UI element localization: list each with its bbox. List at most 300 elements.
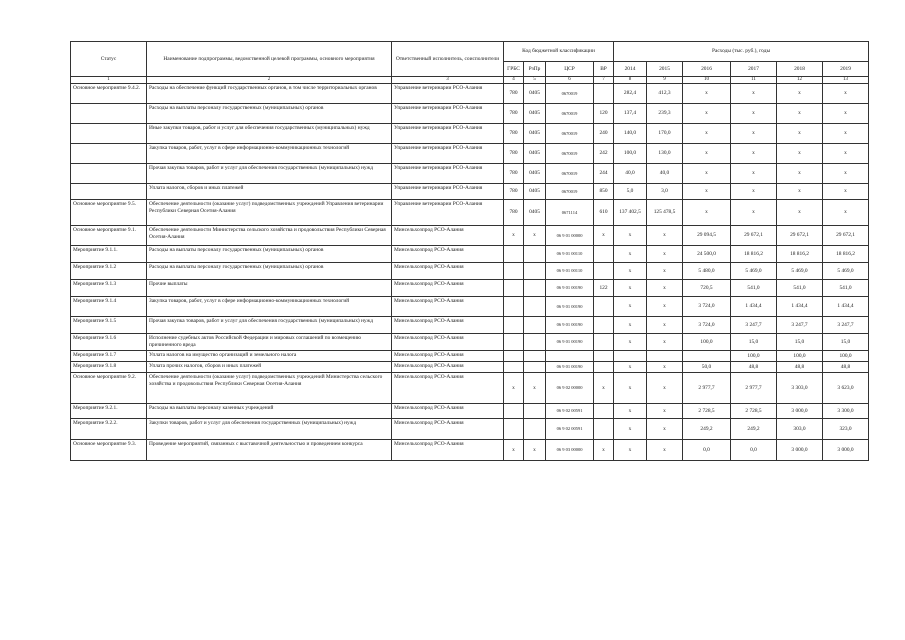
row-value-2018: 1 434,4: [777, 297, 823, 317]
row-value-2015: х: [647, 317, 683, 334]
column-number: 10: [683, 77, 731, 84]
row-value-2015: х: [647, 226, 683, 246]
row-value-2016: х: [683, 200, 731, 226]
row-status: Основное мероприятие 9.1.: [71, 226, 147, 246]
year-header: 2014: [614, 62, 647, 77]
row-value-2015: х: [647, 362, 683, 373]
row-vr: х: [594, 440, 614, 461]
table-row: [71, 280, 869, 297]
row-rzpr: х: [524, 440, 546, 461]
row-value-2017: 3 247,7: [731, 317, 777, 334]
row-rzpr: [524, 297, 546, 317]
table-row: [71, 317, 869, 334]
budget-table-sheet: [70, 41, 868, 461]
row-rzpr: 0405: [524, 124, 546, 144]
row-csr: 0670019: [546, 164, 594, 184]
row-rzpr: [524, 334, 546, 351]
row-csr: 06 9 01 00190: [546, 334, 594, 351]
row-value-2014: [614, 351, 647, 362]
row-status: Основное мероприятие 9.5.: [71, 200, 147, 226]
row-value-2014: х: [614, 317, 647, 334]
row-name: Проведение мероприятий, связанных с выставочной деятельностью и проведением конкурса: [147, 440, 392, 461]
row-grbs: 780: [504, 164, 524, 184]
row-value-2014: 40,0: [614, 164, 647, 184]
row-vr: х: [594, 373, 614, 404]
column-number: 11: [731, 77, 777, 84]
row-value-2017: 1 434,4: [731, 297, 777, 317]
row-name: Иные закупки товаров, работ и услуг для обеспечения государственных (муниципальных) нужд: [147, 124, 392, 144]
row-vr: 120: [594, 104, 614, 124]
row-value-2017: х: [731, 124, 777, 144]
row-status: Основное мероприятие 9.4.2.: [71, 84, 147, 104]
status-header: Статус: [71, 42, 147, 77]
row-csr: 0670019: [546, 84, 594, 104]
table-row: [71, 263, 869, 280]
row-name: Прочие выплаты: [147, 280, 392, 297]
row-value-2019: 541,0: [823, 280, 869, 297]
row-executor: Минсельхозпрод РСО-Алания: [392, 351, 504, 362]
row-value-2018: 100,0: [777, 351, 823, 362]
row-value-2019: 29 672,1: [823, 226, 869, 246]
row-value-2019: х: [823, 164, 869, 184]
row-value-2014: х: [614, 362, 647, 373]
row-name: Прочая закупка товаров, работ и услуг для обеспечения государственных (муниципальных) нужд: [147, 317, 392, 334]
row-csr: 06 9 01 00190: [546, 280, 594, 297]
row-value-2015: 130,0: [647, 144, 683, 164]
row-csr: 06 9 02 00591: [546, 419, 594, 440]
row-value-2015: 412,3: [647, 84, 683, 104]
row-value-2017: х: [731, 200, 777, 226]
row-grbs: [504, 297, 524, 317]
row-value-2019: х: [823, 144, 869, 164]
grbs-header: ГРБС: [504, 62, 524, 77]
row-status: [71, 184, 147, 200]
row-csr: 0670019: [546, 104, 594, 124]
row-value-2016: 3 724,0: [683, 297, 731, 317]
row-vr: [594, 84, 614, 104]
row-executor: Управление ветеринарии РСО-Алания: [392, 84, 504, 104]
row-value-2018: 3 303,0: [777, 373, 823, 404]
row-value-2014: х: [614, 334, 647, 351]
row-value-2015: 170,0: [647, 124, 683, 144]
row-value-2017: 0,0: [731, 440, 777, 461]
row-executor: Управление ветеринарии РСО-Алания: [392, 144, 504, 164]
row-value-2015: 40,0: [647, 164, 683, 184]
row-grbs: [504, 280, 524, 297]
row-value-2016: 2 977,7: [683, 373, 731, 404]
year-header: 2017: [731, 62, 777, 77]
row-value-2019: 323,0: [823, 419, 869, 440]
row-value-2015: х: [647, 440, 683, 461]
row-grbs: [504, 263, 524, 280]
row-value-2015: х: [647, 334, 683, 351]
row-grbs: [504, 419, 524, 440]
year-header: 2019: [823, 62, 869, 77]
row-value-2015: х: [647, 246, 683, 263]
row-value-2016: 24 500,0: [683, 246, 731, 263]
row-status: Мероприятие 9.1.5: [71, 317, 147, 334]
row-status: Основное мероприятие 9.2.: [71, 373, 147, 404]
row-vr: 610: [594, 200, 614, 226]
row-rzpr: х: [524, 226, 546, 246]
row-csr: 06 9 01 00110: [546, 263, 594, 280]
table-row: [71, 124, 869, 144]
row-grbs: 780: [504, 124, 524, 144]
year-header: 2016: [683, 62, 731, 77]
year-header: 2015: [647, 62, 683, 77]
column-number: 3: [392, 77, 504, 84]
row-value-2014: 282,4: [614, 84, 647, 104]
row-value-2015: х: [647, 263, 683, 280]
row-executor: Минсельхозпрод РСО-Алания: [392, 246, 504, 263]
row-csr: 06 9 01 00190: [546, 317, 594, 334]
row-vr: [594, 362, 614, 373]
row-status: Мероприятие 9.2.2.: [71, 419, 147, 440]
row-vr: 850: [594, 184, 614, 200]
row-value-2019: 3 623,0: [823, 373, 869, 404]
row-rzpr: [524, 246, 546, 263]
row-rzpr: 0405: [524, 164, 546, 184]
row-value-2019: 100,0: [823, 351, 869, 362]
row-value-2014: х: [614, 246, 647, 263]
row-vr: [594, 404, 614, 419]
row-name: Исполнение судебных актов Российской Федерации и мировых соглашений по возмещению причиненного вреда: [147, 334, 392, 351]
row-executor: Управление ветеринарии РСО-Алания: [392, 104, 504, 124]
row-grbs: 780: [504, 104, 524, 124]
row-rzpr: [524, 317, 546, 334]
row-grbs: [504, 334, 524, 351]
row-csr: 0670019: [546, 144, 594, 164]
row-value-2016: 3 724,0: [683, 317, 731, 334]
row-value-2016: 0,0: [683, 440, 731, 461]
row-executor: Минсельхозпрод РСО-Алания: [392, 280, 504, 297]
column-number: 8: [614, 77, 647, 84]
row-vr: [594, 297, 614, 317]
row-executor: Минсельхозпрод РСО-Алания: [392, 334, 504, 351]
row-csr: 06 9 01 00110: [546, 246, 594, 263]
row-grbs: [504, 351, 524, 362]
row-value-2016: 5 480,0: [683, 263, 731, 280]
row-name: Закупка товаров, работ, услуг в сфере информационно-коммуникационных технологий: [147, 144, 392, 164]
row-value-2016: х: [683, 184, 731, 200]
row-value-2017: 29 672,1: [731, 226, 777, 246]
row-value-2014: х: [614, 373, 647, 404]
row-executor: Минсельхозпрод РСО-Алания: [392, 373, 504, 404]
row-vr: [594, 246, 614, 263]
row-value-2016: 249,2: [683, 419, 731, 440]
year-header: 2018: [777, 62, 823, 77]
table-row: [71, 84, 869, 104]
row-grbs: 780: [504, 184, 524, 200]
row-executor: Управление ветеринарии РСО-Алания: [392, 164, 504, 184]
row-value-2019: х: [823, 104, 869, 124]
column-number: 4: [504, 77, 524, 84]
row-grbs: [504, 404, 524, 419]
table-row: [71, 184, 869, 200]
row-name: Закупки товаров, работ и услуг для обеспечения государственных (муниципальных) нужд: [147, 419, 392, 440]
name-header: Наименование подпрограммы, ведомственной целевой программы, основного мероприятия: [147, 42, 392, 77]
row-value-2017: 249,2: [731, 419, 777, 440]
row-value-2014: х: [614, 280, 647, 297]
row-value-2016: [683, 351, 731, 362]
row-csr: 06 9 01 00000: [546, 226, 594, 246]
row-value-2019: 3 247,7: [823, 317, 869, 334]
csr-header: ЦСР: [546, 62, 594, 77]
row-value-2016: 2 728,5: [683, 404, 731, 419]
table-row: [71, 440, 869, 461]
row-name: Обеспечение деятельности Министерства сельского хозяйства и продовольствия Республики Северная Осетия-Алания: [147, 226, 392, 246]
column-number: 7: [594, 77, 614, 84]
row-name: Обеспечение деятельности (оказание услуг) подведомственных учреждений Управления ветеринарии Республики Северная Осетия-Алания: [147, 200, 392, 226]
row-name: Расходы на выплаты персоналу государственных (муниципальных) органов: [147, 104, 392, 124]
row-executor: Минсельхозпрод РСО-Алания: [392, 404, 504, 419]
row-value-2017: х: [731, 184, 777, 200]
row-status: Мероприятие 9.1.2: [71, 263, 147, 280]
row-value-2018: х: [777, 84, 823, 104]
row-status: [71, 104, 147, 124]
row-grbs: 780: [504, 84, 524, 104]
row-value-2019: 15,0: [823, 334, 869, 351]
table-row: [71, 419, 869, 440]
table-row: [71, 226, 869, 246]
row-value-2017: х: [731, 104, 777, 124]
row-value-2016: 720,5: [683, 280, 731, 297]
row-value-2019: 18 816,2: [823, 246, 869, 263]
row-value-2019: 1 434,4: [823, 297, 869, 317]
column-number: 5: [524, 77, 546, 84]
table-row: [71, 104, 869, 124]
row-value-2019: х: [823, 124, 869, 144]
row-value-2018: х: [777, 124, 823, 144]
vr-header: ВР: [594, 62, 614, 77]
table-row: [71, 373, 869, 404]
row-grbs: 780: [504, 144, 524, 164]
row-value-2019: 3 000,0: [823, 440, 869, 461]
row-grbs: х: [504, 440, 524, 461]
row-rzpr: [524, 263, 546, 280]
expenses-header: Расходы (тыс. руб.), годы: [614, 42, 869, 62]
column-number: 2: [147, 77, 392, 84]
budget-expenses-table: [70, 41, 869, 461]
row-value-2015: 239,3: [647, 104, 683, 124]
row-value-2019: х: [823, 200, 869, 226]
row-value-2017: 2 728,5: [731, 404, 777, 419]
row-value-2017: х: [731, 84, 777, 104]
row-value-2018: 5 469,0: [777, 263, 823, 280]
column-number-row: [71, 77, 869, 84]
row-vr: 240: [594, 124, 614, 144]
row-vr: 244: [594, 164, 614, 184]
row-rzpr: 0405: [524, 144, 546, 164]
row-status: Основное мероприятие 9.3.: [71, 440, 147, 461]
row-value-2017: 100,0: [731, 351, 777, 362]
row-status: Мероприятие 9.1.7: [71, 351, 147, 362]
column-number: 13: [823, 77, 869, 84]
row-executor: Минсельхозпрод РСО-Алания: [392, 317, 504, 334]
row-vr: [594, 419, 614, 440]
row-value-2018: х: [777, 104, 823, 124]
row-executor: Минсельхозпрод РСО-Алания: [392, 440, 504, 461]
row-rzpr: [524, 351, 546, 362]
row-value-2018: 3 000,0: [777, 440, 823, 461]
row-value-2017: 18 816,2: [731, 246, 777, 263]
table-row: [71, 334, 869, 351]
row-executor: Управление ветеринарии РСО-Алания: [392, 124, 504, 144]
row-csr: 06 9 03 00000: [546, 440, 594, 461]
row-value-2015: [647, 351, 683, 362]
row-name: Расходы на выплаты персоналу казенных учреждений: [147, 404, 392, 419]
table-row: [71, 351, 869, 362]
row-name: Уплата налогов на имущество организаций и земельного налога: [147, 351, 392, 362]
row-value-2019: 3 300,0: [823, 404, 869, 419]
row-vr: х: [594, 226, 614, 246]
row-value-2018: 29 672,1: [777, 226, 823, 246]
row-value-2015: 125 478,5: [647, 200, 683, 226]
row-name: Уплата прочих налогов, сборов и иных платежей: [147, 362, 392, 373]
row-rzpr: 0405: [524, 104, 546, 124]
table-row: [71, 297, 869, 317]
row-value-2019: х: [823, 84, 869, 104]
row-csr: 06 9 02 00000: [546, 373, 594, 404]
row-value-2017: 2 977,7: [731, 373, 777, 404]
row-status: [71, 124, 147, 144]
row-value-2014: х: [614, 404, 647, 419]
row-rzpr: [524, 419, 546, 440]
row-value-2018: 18 816,2: [777, 246, 823, 263]
row-executor: Управление ветеринарии РСО-Алания: [392, 184, 504, 200]
row-csr: 06 9 01 00190: [546, 297, 594, 317]
rzpr-header: РзПр: [524, 62, 546, 77]
table-row: [71, 246, 869, 263]
row-value-2014: 140,0: [614, 124, 647, 144]
row-rzpr: [524, 362, 546, 373]
row-vr: [594, 263, 614, 280]
row-value-2016: 100,0: [683, 334, 731, 351]
table-row: [71, 404, 869, 419]
row-csr: 06 9 01 00190: [546, 362, 594, 373]
row-value-2014: 100,0: [614, 144, 647, 164]
row-rzpr: 0405: [524, 184, 546, 200]
row-value-2017: 541,0: [731, 280, 777, 297]
row-rzpr: [524, 404, 546, 419]
column-number: 9: [647, 77, 683, 84]
row-vr: [594, 317, 614, 334]
row-value-2019: 5 469,0: [823, 263, 869, 280]
row-value-2018: 303,0: [777, 419, 823, 440]
row-status: Мероприятие 9.1.3: [71, 280, 147, 297]
row-value-2016: х: [683, 124, 731, 144]
row-value-2018: 15,0: [777, 334, 823, 351]
row-value-2016: х: [683, 84, 731, 104]
row-name: Закупка товаров, работ, услуг в сфере информационно-коммуникационных технологий: [147, 297, 392, 317]
row-value-2016: 50,0: [683, 362, 731, 373]
row-vr: [594, 334, 614, 351]
row-value-2014: х: [614, 226, 647, 246]
row-name: Расходы на выплаты персоналу государственных (муниципальных) органов: [147, 263, 392, 280]
table-row: [71, 144, 869, 164]
row-grbs: [504, 362, 524, 373]
row-value-2017: 5 469,0: [731, 263, 777, 280]
row-value-2014: х: [614, 419, 647, 440]
row-status: [71, 164, 147, 184]
row-executor: Минсельхозпрод РСО-Алания: [392, 263, 504, 280]
row-vr: 242: [594, 144, 614, 164]
table-row: [71, 164, 869, 184]
row-grbs: 780: [504, 200, 524, 226]
row-grbs: х: [504, 226, 524, 246]
row-vr: 122: [594, 280, 614, 297]
row-value-2017: х: [731, 164, 777, 184]
row-value-2014: 137,4: [614, 104, 647, 124]
row-value-2017: х: [731, 144, 777, 164]
row-name: Обеспечение деятельности (оказание услуг) подведомственных учреждений Министерства сельского хозяйства и продовольствия Республики Северная Осетия-Алания: [147, 373, 392, 404]
row-name: Уплата налогов, сборов и иных платежей: [147, 184, 392, 200]
table-header: [71, 42, 869, 84]
row-executor: Минсельхозпрод РСО-Алания: [392, 419, 504, 440]
column-number: 1: [71, 77, 147, 84]
row-executor: Минсельхозпрод РСО-Алания: [392, 297, 504, 317]
row-value-2018: х: [777, 164, 823, 184]
row-value-2015: х: [647, 297, 683, 317]
row-value-2015: х: [647, 373, 683, 404]
row-value-2015: 3,0: [647, 184, 683, 200]
row-status: Мероприятие 9.2.1.: [71, 404, 147, 419]
row-rzpr: 0405: [524, 200, 546, 226]
row-grbs: [504, 246, 524, 263]
row-status: Мероприятие 9.1.8: [71, 362, 147, 373]
row-value-2016: 29 094,5: [683, 226, 731, 246]
row-status: Мероприятие 9.1.1.: [71, 246, 147, 263]
column-number: 6: [546, 77, 594, 84]
row-value-2016: х: [683, 164, 731, 184]
table-row: [71, 362, 869, 373]
row-value-2018: 541,0: [777, 280, 823, 297]
row-value-2015: х: [647, 404, 683, 419]
row-status: [71, 144, 147, 164]
row-value-2014: 5,0: [614, 184, 647, 200]
row-executor: Минсельхозпрод РСО-Алания: [392, 226, 504, 246]
row-value-2018: х: [777, 200, 823, 226]
row-value-2016: х: [683, 144, 731, 164]
row-name: Расходы на обеспечение функций государственных органов, в том числе территориальных органов: [147, 84, 392, 104]
row-value-2015: х: [647, 280, 683, 297]
row-value-2018: 48,8: [777, 362, 823, 373]
row-value-2019: 48,8: [823, 362, 869, 373]
row-value-2017: 15,0: [731, 334, 777, 351]
row-value-2014: х: [614, 440, 647, 461]
row-value-2016: х: [683, 104, 731, 124]
row-grbs: [504, 317, 524, 334]
row-status: Мероприятие 9.1.4: [71, 297, 147, 317]
row-value-2018: х: [777, 144, 823, 164]
row-rzpr: [524, 280, 546, 297]
column-number: 12: [777, 77, 823, 84]
row-value-2017: 48,8: [731, 362, 777, 373]
budget-classification-header: Код бюджетной классификации: [504, 42, 614, 62]
row-executor: Управление ветеринарии РСО-Алания: [392, 200, 504, 226]
row-csr: 0671114: [546, 200, 594, 226]
row-value-2015: х: [647, 419, 683, 440]
row-value-2019: х: [823, 184, 869, 200]
row-rzpr: 0405: [524, 84, 546, 104]
executor-header: Ответственный исполнитель, соисполнители: [392, 42, 504, 77]
table-row: [71, 200, 869, 226]
row-value-2018: 3 000,0: [777, 404, 823, 419]
row-value-2014: х: [614, 263, 647, 280]
table-body: [71, 84, 869, 461]
row-vr: [594, 351, 614, 362]
row-csr: 0670019: [546, 124, 594, 144]
